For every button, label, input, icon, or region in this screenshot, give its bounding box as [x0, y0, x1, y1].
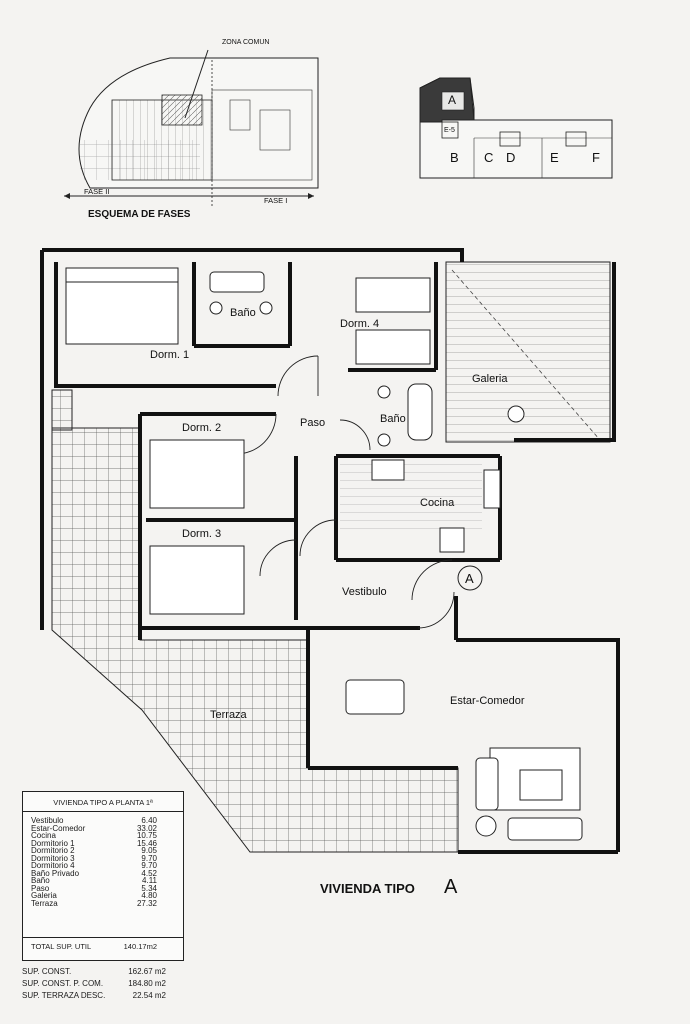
- row-value: 10.75: [136, 831, 157, 840]
- row-value: 4.80: [141, 891, 157, 900]
- room-dorm2: Dorm. 2: [182, 422, 222, 434]
- row-value: 9.70: [141, 861, 157, 870]
- locator-unit-e: E: [550, 150, 559, 165]
- row-name: Dormitorio 2: [31, 846, 75, 855]
- unit-locator-plan: [420, 78, 612, 178]
- row-name: Estar-Comedor: [31, 823, 86, 833]
- row-name: Terraza: [31, 898, 58, 908]
- area-table-total: [23, 937, 183, 951]
- total-value: 140.17m2: [123, 942, 157, 951]
- row-value: 4.52: [141, 868, 157, 878]
- list-item: [22, 966, 166, 978]
- room-cocina: Cocina: [420, 497, 455, 509]
- area-table-title: VIVIENDA TIPO A PLANTA 1ª: [23, 792, 183, 812]
- room-dorm4: Dorm. 4: [340, 318, 380, 330]
- row-value: 15.46: [136, 838, 157, 848]
- room-paso: Paso: [300, 417, 326, 429]
- row-value: 33.02: [136, 823, 157, 833]
- room-dorm3: Dorm. 3: [182, 528, 222, 540]
- row-name: Paso: [31, 883, 50, 893]
- total-label: TOTAL SUP. UTIL: [31, 942, 92, 951]
- locator-unit-b: B: [450, 150, 459, 165]
- locator-unit-c: C: [484, 150, 494, 165]
- room-vestibulo: Vestibulo: [342, 586, 387, 598]
- fase-ii-label: FASE II: [84, 187, 110, 196]
- entrance-label: A: [465, 571, 474, 586]
- row-name: Baño Privado: [31, 868, 80, 878]
- area-schedule-table: [22, 791, 184, 961]
- surface-name: SUP. CONST. P. COM.: [22, 979, 104, 988]
- room-dorm1: Dorm. 1: [150, 349, 190, 361]
- table-row: [31, 900, 157, 908]
- row-value: 9.70: [141, 853, 157, 863]
- locator-unit-d: D: [506, 150, 516, 165]
- room-galeria: Galeria: [472, 373, 508, 385]
- row-value: 9.05: [141, 846, 157, 855]
- row-name: Vestibulo: [31, 816, 64, 825]
- area-table-rows: [23, 812, 183, 907]
- surface-value: 162.67 m2: [128, 967, 166, 976]
- row-value: 27.32: [136, 898, 157, 908]
- surface-value: 184.80 m2: [128, 979, 166, 988]
- surface-name: SUP. CONST.: [22, 967, 72, 976]
- row-name: Galeria: [31, 891, 57, 900]
- room-bano-privado: Baño: [230, 307, 256, 319]
- locator-unit-f: F: [592, 150, 600, 165]
- locator-unit-a: A: [448, 93, 457, 107]
- phase-key-plan: [64, 39, 318, 220]
- surface-name: SUP. TERRAZA DESC.: [22, 991, 106, 1000]
- keyplan-title: ESQUEMA DE FASES: [88, 209, 191, 220]
- list-item: [22, 978, 166, 990]
- row-name: Dormitorio 1: [31, 838, 75, 848]
- room-bano: Baño: [380, 413, 406, 425]
- row-value: 5.34: [141, 883, 157, 893]
- room-estar-comedor: Estar-Comedor: [450, 695, 525, 707]
- room-terraza: Terraza: [210, 709, 247, 721]
- plan-title-letter: A: [444, 876, 458, 898]
- row-name: Cocina: [31, 831, 56, 840]
- row-value: 6.40: [141, 816, 157, 825]
- zona-comun-label: ZONA COMUN: [222, 39, 270, 46]
- plan-title: VIVIENDA TIPO: [320, 881, 415, 896]
- row-name: Dormitorio 3: [31, 853, 75, 863]
- row-name: Dormitorio 4: [31, 861, 75, 870]
- row-value: 4.11: [142, 876, 157, 885]
- surface-summary: [22, 966, 166, 1002]
- row-name: Baño: [31, 876, 50, 885]
- fase-i-label: FASE I: [264, 196, 288, 205]
- locator-core-e5: E-5: [444, 127, 455, 134]
- table-row: [31, 877, 157, 885]
- list-item: [22, 990, 166, 1002]
- surface-value: 22.54 m2: [132, 991, 166, 1000]
